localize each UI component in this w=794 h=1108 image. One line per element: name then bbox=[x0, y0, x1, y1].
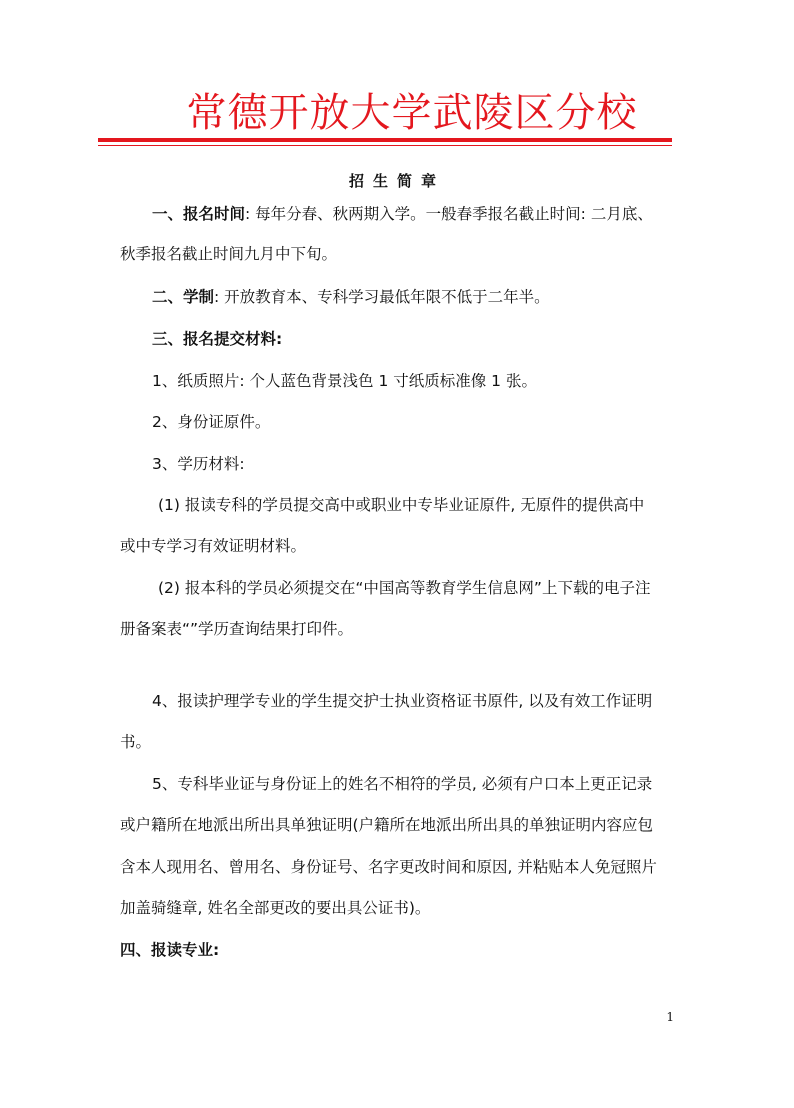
item-5-line-4: 加盖骑缝章, 姓名全部更改的要出具公证书)。 bbox=[120, 899, 431, 917]
item-2: 2、身份证原件。 bbox=[152, 413, 271, 431]
document-title: 招生简章 bbox=[348, 172, 445, 190]
item-5-line-2: 或户籍所在地派出所出具单独证明(户籍所在地派出所出具的单独证明内容应包 bbox=[120, 816, 654, 834]
item-3-1-line-2: 或中专学习有效证明材料。 bbox=[120, 537, 307, 555]
section-1-line-1 bbox=[152, 203, 708, 225]
header-rule-thin bbox=[98, 145, 672, 146]
section-1-line-2: 秋季报名截止时间九月中下旬。 bbox=[120, 245, 338, 263]
section-2-text: : 开放教育本、专科学习最低年限不低于二年半。 bbox=[214, 288, 550, 306]
section-2-heading: 二、学制 bbox=[152, 288, 215, 306]
header-rule-thick bbox=[98, 138, 672, 142]
section-1-text: : 每年分春、秋两期入学。一般春季报名截止时间: 二月底、 bbox=[245, 205, 653, 223]
item-3-2-line-1: (2) 报本科的学员必须提交在“中国高等教育学生信息网”上下载的电子注 bbox=[158, 579, 651, 597]
item-1: 1、纸质照片: 个人蓝色背景浅色 1 寸纸质标准像 1 张。 bbox=[152, 372, 537, 390]
item-3-2-line-2: 册备案表“”学历查询结果打印件。 bbox=[120, 620, 354, 638]
item-4-line-1: 4、报读护理学专业的学生提交护士执业资格证书原件, 以及有效工作证明 bbox=[152, 692, 653, 710]
section-3-heading: 三、报名提交材料: bbox=[152, 330, 283, 348]
section-1-heading: 一、报名时间 bbox=[152, 205, 246, 223]
section-4-heading: 四、报读专业: bbox=[120, 941, 220, 959]
item-3: 3、学历材料: bbox=[152, 455, 245, 473]
item-5-line-1: 5、专科毕业证与身份证上的姓名不相符的学员, 必须有户口本上更正记录 bbox=[152, 775, 653, 793]
item-3-1-line-1: (1) 报读专科的学员提交高中或职业中专毕业证原件, 无原件的提供高中 bbox=[158, 496, 645, 514]
section-2-line bbox=[152, 286, 708, 308]
page-number: 1 bbox=[666, 1010, 674, 1024]
item-5-line-3: 含本人现用名、曾用名、身份证号、名字更改时间和原因, 并粘贴本人免冠照片 bbox=[120, 858, 657, 876]
school-header-title: 常德开放大学武陵区分校 bbox=[186, 90, 638, 136]
item-4-line-2: 书。 bbox=[120, 733, 152, 751]
